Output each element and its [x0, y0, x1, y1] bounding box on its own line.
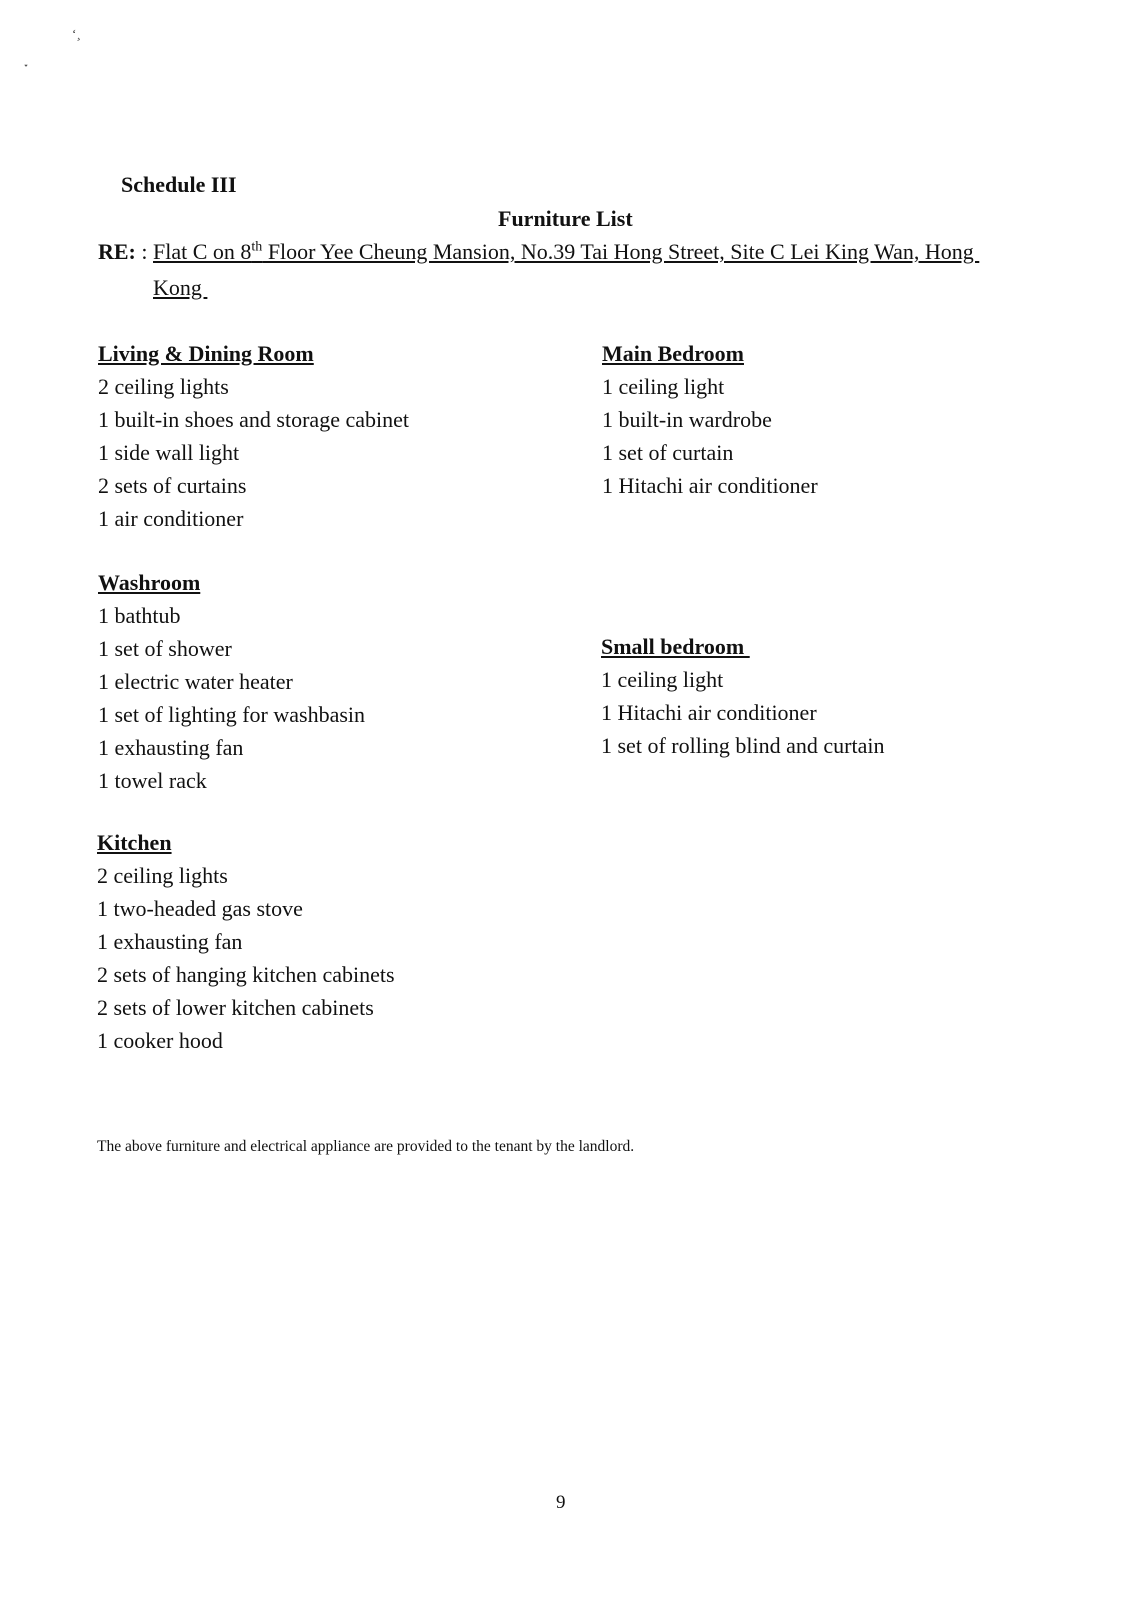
section-main-bedroom — [602, 337, 818, 502]
section-heading: Kitchen — [97, 830, 172, 855]
section-heading: Living & Dining Room — [98, 341, 314, 366]
item-list — [98, 599, 365, 797]
re-separator: : — [135, 239, 154, 264]
list-item: 1 cooker hood — [97, 1028, 223, 1053]
list-item: 1 Hitachi air conditioner — [601, 700, 817, 725]
list-title: Furniture List — [498, 206, 633, 231]
section-heading: Washroom — [98, 570, 201, 595]
address-continuation: Kong — [153, 275, 208, 300]
list-item: 1 two-headed gas stove — [97, 896, 303, 921]
scan-mark: ‘¸ — [72, 26, 81, 41]
section-kitchen — [97, 826, 395, 1057]
list-item: 1 bathtub — [98, 603, 181, 628]
address-superscript: th — [251, 239, 263, 255]
list-item: 2 sets of curtains — [98, 473, 247, 498]
list-item: 1 set of curtain — [602, 440, 734, 465]
list-item: 2 ceiling lights — [97, 863, 228, 888]
list-item: 2 sets of hanging kitchen cabinets — [97, 962, 395, 987]
address-start: Flat C on 8 — [153, 239, 252, 264]
list-item: 1 Hitachi air conditioner — [602, 473, 818, 498]
list-item: 1 air conditioner — [98, 506, 244, 531]
list-item: 1 set of rolling blind and curtain — [601, 733, 885, 758]
item-list — [98, 370, 409, 535]
item-list — [602, 370, 818, 502]
list-item: 1 towel rack — [98, 768, 207, 793]
list-item: 1 set of shower — [98, 636, 232, 661]
section-heading: Small bedroom — [601, 634, 750, 659]
address-rest: Floor Yee Cheung Mansion, No.39 Tai Hong Street, Site C Lei King Wan, Hong — [262, 239, 980, 264]
list-item: 1 ceiling light — [602, 374, 725, 399]
item-list — [97, 859, 395, 1057]
list-item: 1 electric water heater — [98, 669, 293, 694]
list-item: 1 side wall light — [98, 440, 240, 465]
section-small-bedroom — [601, 630, 885, 762]
section-living-dining — [98, 337, 409, 535]
re-line — [98, 239, 979, 265]
list-item: 2 ceiling lights — [98, 374, 229, 399]
address — [153, 239, 979, 264]
item-list — [601, 663, 885, 762]
page-number: 9 — [556, 1492, 566, 1513]
list-item: 1 built-in shoes and storage cabinet — [98, 407, 409, 432]
section-heading: Main Bedroom — [602, 341, 744, 366]
list-item: 1 built-in wardrobe — [602, 407, 772, 432]
footnote: The above furniture and electrical appliance are provided to the tenant by the landlord. — [97, 1138, 635, 1155]
section-washroom — [98, 566, 365, 797]
list-item: 2 sets of lower kitchen cabinets — [97, 995, 374, 1020]
list-item: 1 set of lighting for washbasin — [98, 702, 366, 727]
list-item: 1 exhausting fan — [97, 929, 243, 954]
list-item: 1 ceiling light — [601, 667, 724, 692]
re-label: RE: — [98, 239, 136, 264]
schedule-title: Schedule III — [121, 172, 237, 197]
list-item: 1 exhausting fan — [98, 735, 244, 760]
